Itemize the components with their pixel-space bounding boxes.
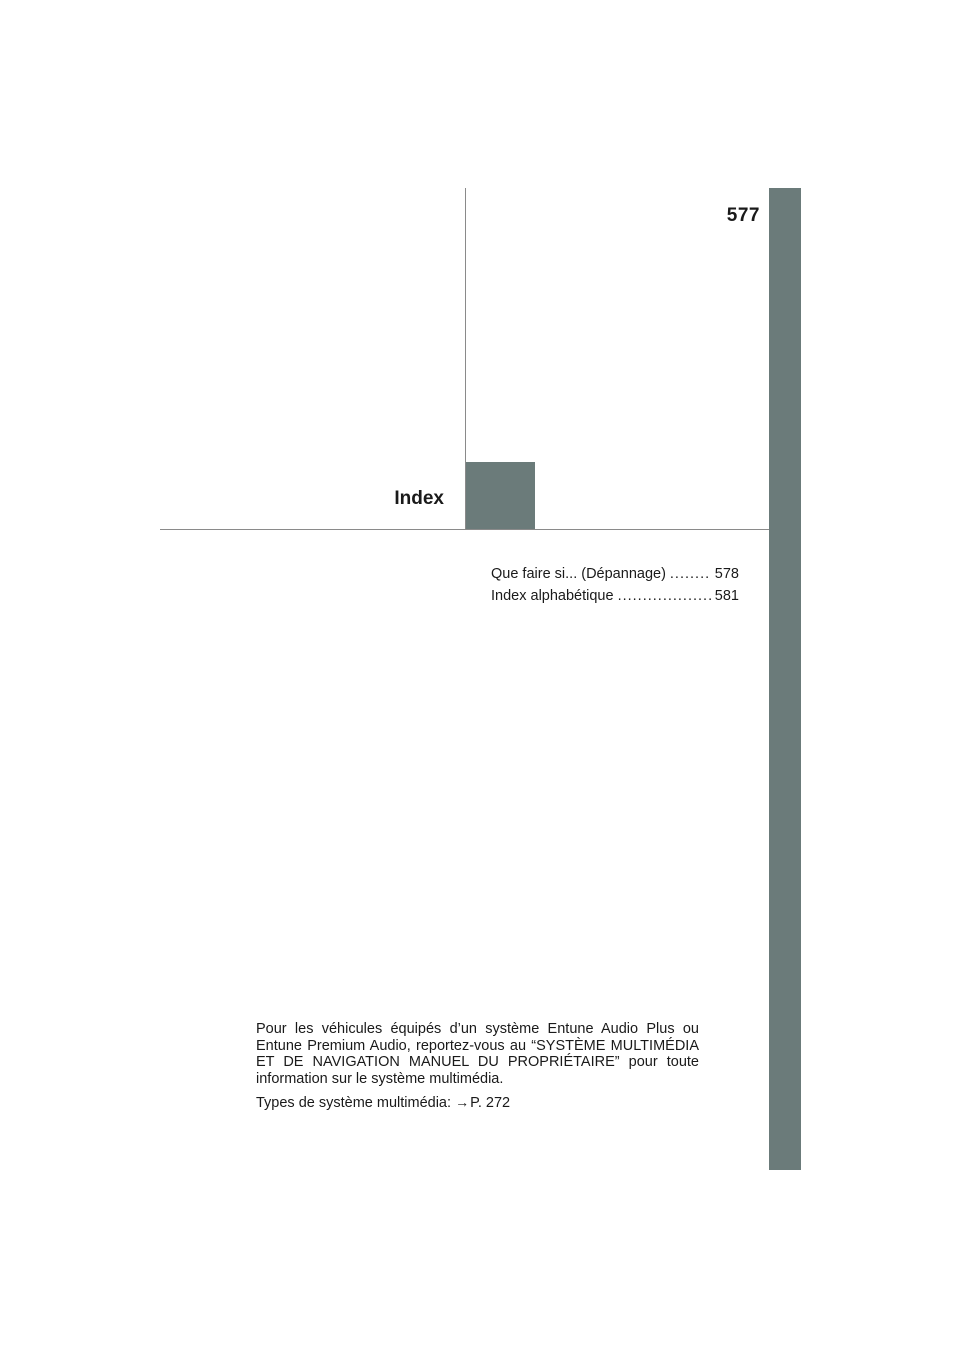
toc-leader-dots (670, 563, 711, 585)
toc-leader-dots (618, 585, 711, 607)
note-reference-page: P. 272 (470, 1095, 511, 1111)
toc-item-page: 581 (714, 588, 739, 604)
note-reference[interactable] (256, 1094, 699, 1112)
toc-item-page: 578 (714, 566, 739, 582)
chapter-side-tab (769, 188, 801, 1170)
toc-item-label: Que faire si... (Dépannage) (491, 566, 666, 582)
page-number: 577 (726, 205, 760, 226)
table-of-contents (491, 563, 739, 607)
note-reference-label: Types de système multimédia: (256, 1095, 456, 1111)
section-title: Index (394, 488, 444, 509)
right-arrow-icon: → (455, 1094, 470, 1110)
toc-item-troubleshooting[interactable] (491, 563, 739, 585)
toc-item-alphabetical-index[interactable] (491, 585, 739, 607)
multimedia-note (256, 1021, 699, 1112)
horizontal-divider (160, 529, 769, 530)
section-marker-block (466, 462, 535, 529)
note-text: Pour les véhicules équipés d’un système Entune Audio Plus ou Entune Premium Audio, reportez-vous au “SYSTÈME MULTIMÉDIA ET DE NAVIGATION MANUEL DU PROPRIÉTAIRE” pour toute information sur le système multimédia. (256, 1021, 699, 1087)
toc-item-label: Index alphabétique (491, 588, 614, 604)
